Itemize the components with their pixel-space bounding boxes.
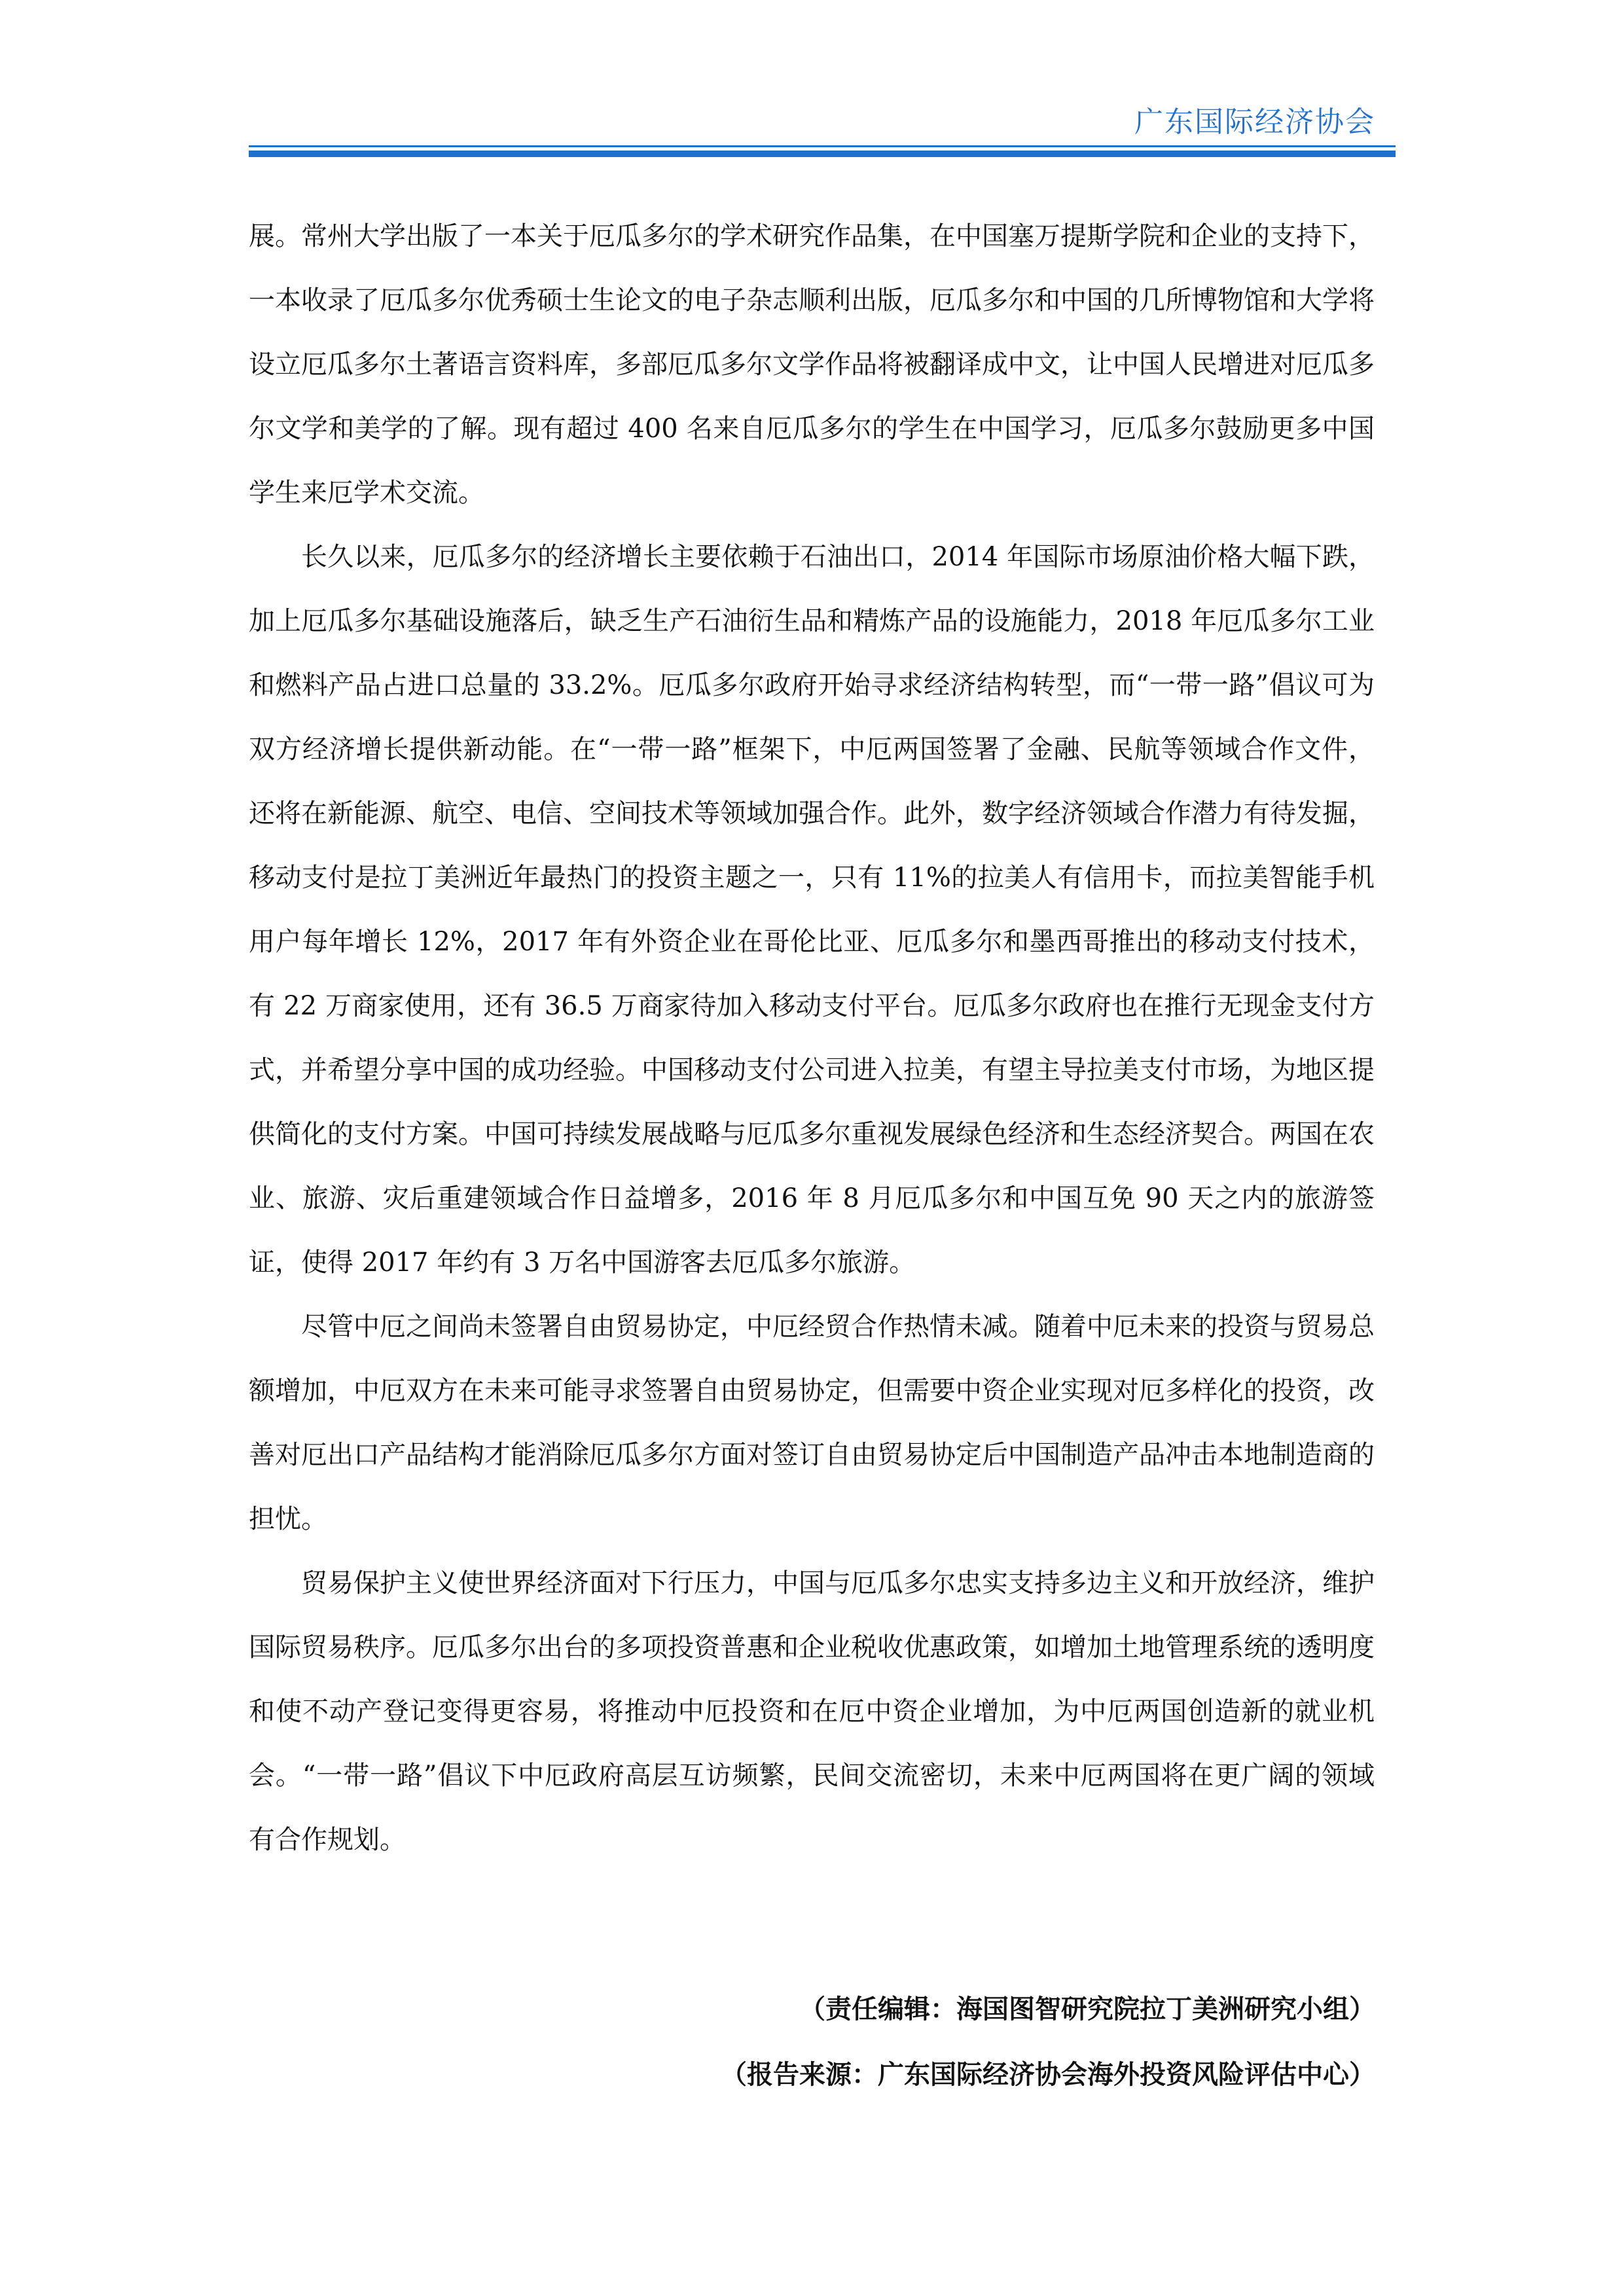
paragraph-continuation: 展。常州大学出版了一本关于厄瓜多尔的学术研究作品集，在中国塞万提斯学院和企业的支持下，一本收录了厄瓜多尔优秀硕士生论文的电子杂志顺利出版，厄瓜多尔和中国的几所博物馆和大学将设立厄瓜多尔土著语言资料库，多部厄瓜多尔文学作品将被翻译成中文，让中国人民增进对厄瓜多尔文学和美学的了解。现有超过 400 名来自厄瓜多尔的学生在中国学习，厄瓜多尔鼓励更多中国学生来厄学术交流。 <box>249 221 1375 508</box>
credits-block <box>721 1977 1375 2108</box>
header-organization-name: 广东国际经济协会 <box>1134 105 1375 139</box>
paragraph-economy: 长久以来，厄瓜多尔的经济增长主要依赖于石油出口，2014 年国际市场原油价格大幅下跌，加上厄瓜多尔基础设施落后，缺乏生产石油衍生品和精炼产品的设施能力，2018 年厄瓜多尔工业和燃料产品占进口总量的 33.2%。厄瓜多尔政府开始寻求经济结构转型，而“一带一路”倡议可为双方经济增长提供新动能。在“一带一路”框架下，中厄两国签署了金融、民航等领域合作文件，还将在新能源、航空、电信、空间技术等领域加强合作。此外，数字经济领域合作潜力有待发掘，移动支付是拉丁美洲近年最热门的投资主题之一，只有 11%的拉美人有信用卡，而拉美智能手机用户每年增长 12%，2017 年有外资企业在哥伦比亚、厄瓜多尔和墨西哥推出的移动支付技术，有 22 万商家使用，还有 36.5 万商家待加入移动支付平台。厄瓜多尔政府也在推行无现金支付方式，并希望分享中国的成功经验。中国移动支付公司进入拉美，有望主导拉美支付市场，为地区提供简化的支付方案。中国可持续发展战略与厄瓜多尔重视发展绿色经济和生态经济契合。两国在农业、旅游、灾后重建领域合作日益增多，2016 年 8 月厄瓜多尔和中国互免 90 天之内的旅游签证，使得 2017 年约有 3 万名中国游客去厄瓜多尔旅游。 <box>249 542 1375 1278</box>
editor-credit: （责任编辑：海国图智研究院拉丁美洲研究小组） <box>799 1994 1375 2024</box>
source-credit: （报告来源：广东国际经济协会海外投资风险评估中心） <box>721 2060 1375 2090</box>
paragraph-trade-agreement: 尽管中厄之间尚未签署自由贸易协定，中厄经贸合作热情未减。随着中厄未来的投资与贸易总额增加，中厄双方在未来可能寻求签署自由贸易协定，但需要中资企业实现对厄多样化的投资，改善对厄出口产品结构才能消除厄瓜多尔方面对签订自由贸易协定后中国制造产品冲击本地制造商的担忧。 <box>249 1312 1375 1534</box>
header-rule-thick <box>249 151 1396 157</box>
header-rule-thin <box>249 145 1396 147</box>
paragraph-multilateralism: 贸易保护主义使世界经济面对下行压力，中国与厄瓜多尔忠实支持多边主义和开放经济，维护国际贸易秩序。厄瓜多尔出台的多项投资普惠和企业税收优惠政策，如增加土地管理系统的透明度和使不动产登记变得更容易，将推动中厄投资和在厄中资企业增加，为中厄两国创造新的就业机会。“一带一路”倡议下中厄政府高层互访频繁，民间交流密切，未来中厄两国将在更广阔的领域有合作规划。 <box>249 1568 1375 1855</box>
article-body <box>249 204 1375 1872</box>
